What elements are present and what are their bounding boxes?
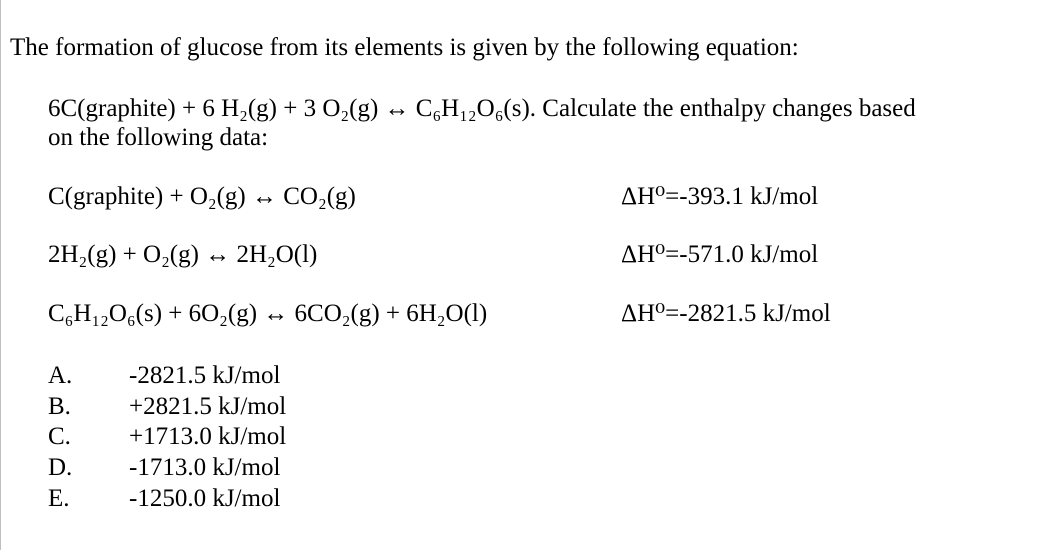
option-e-letter: E. <box>48 485 70 512</box>
option-e-value: -1250.0 kJ/mol <box>129 485 281 512</box>
option-a-letter: A. <box>48 362 73 389</box>
option-b-value: +2821.5 kJ/mol <box>129 393 287 420</box>
target-equation-line-1: 6C(graphite) + 6 H₂(g) + 3 O₂(g) ↔ C₆H₁₂O₆(s). Calculate the enthalpy changes based <box>48 95 916 122</box>
reaction-1-enthalpy: ΔH⁰=-393.1 kJ/mol <box>621 183 819 210</box>
option-a-value: -2821.5 kJ/mol <box>129 362 281 389</box>
option-c-value: +1713.0 kJ/mol <box>129 423 287 450</box>
reaction-3-equation: C₆H₁₂O₆(s) + 6O₂(g) ↔ 6CO₂(g) + 6H₂O(l) <box>48 300 488 327</box>
reaction-1-equation: C(graphite) + O₂(g) ↔ CO₂(g) <box>48 183 356 210</box>
reaction-3-enthalpy: ΔH⁰=-2821.5 kJ/mol <box>621 300 831 327</box>
reaction-2-enthalpy: ΔH⁰=-571.0 kJ/mol <box>621 241 819 268</box>
option-d-value: -1713.0 kJ/mol <box>129 454 281 481</box>
target-equation-line-2: on the following data: <box>48 124 269 151</box>
question-intro: The formation of glucose from its elements is given by the following equation: <box>10 34 799 61</box>
reaction-2-equation: 2H₂(g) + O₂(g) ↔ 2H₂O(l) <box>48 241 318 268</box>
option-c-letter: C. <box>48 423 71 450</box>
option-b-letter: B. <box>48 393 71 420</box>
option-d-letter: D. <box>48 454 73 481</box>
